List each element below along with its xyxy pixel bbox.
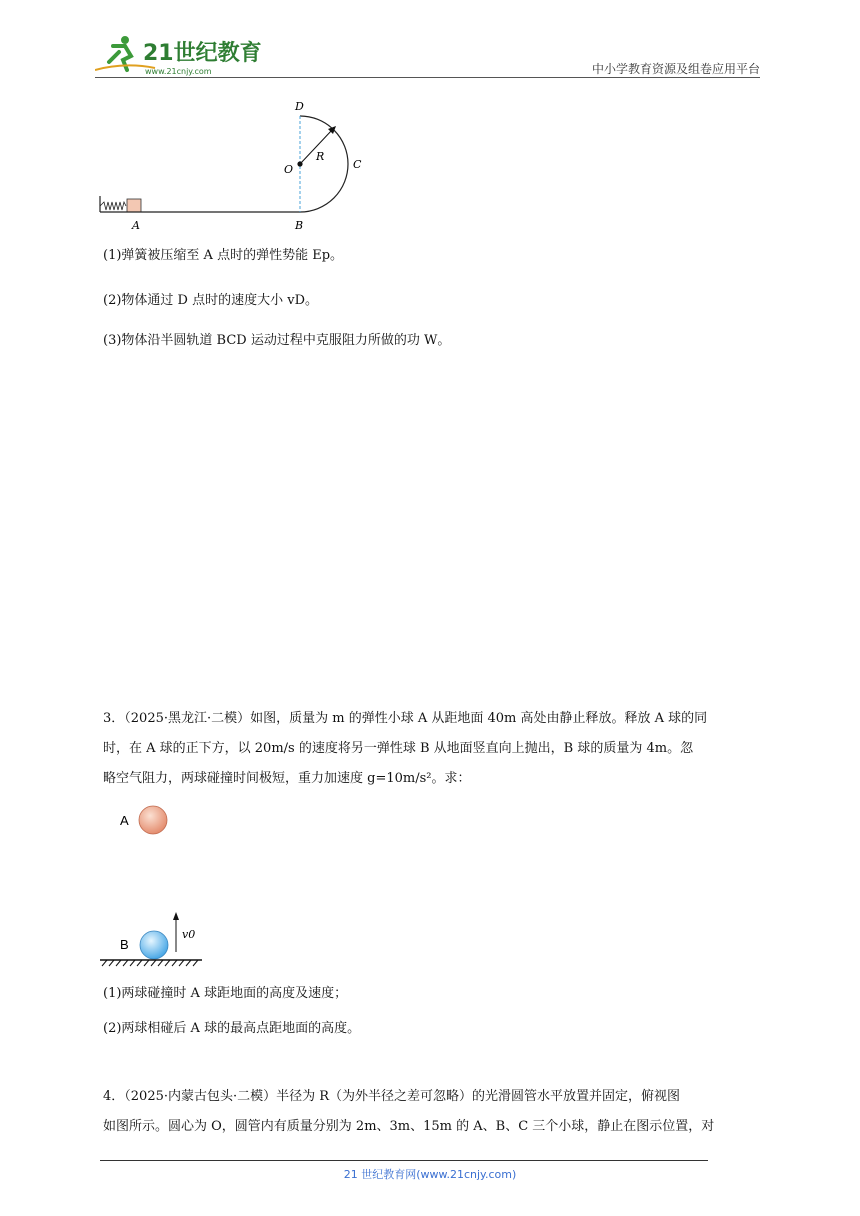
problem-4-line: 4．（2025·内蒙古包头·二模）半径为 R（为外半径之差可忽略）的光滑圆管水平放置并固定，俯视图 [103, 1089, 681, 1104]
site-name: 中小学教育资源及组卷应用平台 [591, 62, 760, 76]
track-diagram [98, 96, 378, 236]
problem-3-text [103, 704, 763, 794]
ball-b [140, 931, 168, 959]
svg-text:C: C [353, 158, 362, 171]
site-logo [95, 32, 265, 76]
question-3-1: (1)两球碰撞时 A 球距地面的高度及速度； [103, 986, 348, 1001]
footer-link[interactable]: 21 世纪教育网(www.21cnjy.com) [343, 1168, 517, 1181]
block-a [127, 199, 141, 212]
svg-text:21世纪教育: 21世纪教育 [143, 41, 262, 66]
footer-divider [100, 1160, 708, 1161]
svg-text:R: R [316, 150, 325, 163]
svg-text:B: B [120, 937, 129, 952]
two-balls-diagram [98, 802, 218, 972]
svg-text:www.21cnjy.com: www.21cnjy.com [145, 67, 212, 76]
svg-text:D: D [295, 100, 304, 113]
spring [100, 202, 126, 210]
problem-3-line: 时，在 A 球的正下方，以 20m/s 的速度将另一弹性球 B 从地面竖直向上抛出，B 球的质量为 4m。忽 [103, 741, 694, 756]
problem-4-line: 如图所示。圆心为 O，圆管内有质量分别为 2m、3m、15m 的 A、B、C 三个小球，静止在图示位置，对 [103, 1119, 715, 1134]
svg-text:B: B [295, 219, 304, 232]
svg-text:A: A [120, 813, 129, 828]
problem-4-text [103, 1082, 763, 1142]
question-2-2: (2)物体通过 D 点时的速度大小 vD。 [103, 293, 319, 308]
problem-3-line: 3．（2025·黑龙江·二模）如图，质量为 m 的弹性小球 A 从距地面 40m 高处由静止释放。释放 A 球的同 [103, 711, 708, 726]
svg-text:v0: v0 [182, 928, 196, 941]
question-2-1: (1)弹簧被压缩至 A 点时的弹性势能 Ep。 [103, 248, 344, 263]
question-3-2: (2)两球相碰后 A 球的最高点距地面的高度。 [103, 1021, 361, 1036]
problem-3-line: 略空气阻力，两球碰撞时间极短，重力加速度 g=10m/s²。求： [103, 771, 471, 786]
svg-text:O: O [284, 163, 294, 176]
question-2-3: (3)物体沿半圆轨道 BCD 运动过程中克服阻力所做的功 W。 [103, 333, 451, 348]
header-divider [95, 77, 760, 78]
semicircle-track [300, 116, 348, 212]
ball-a [139, 806, 167, 834]
svg-text:A: A [132, 219, 140, 232]
